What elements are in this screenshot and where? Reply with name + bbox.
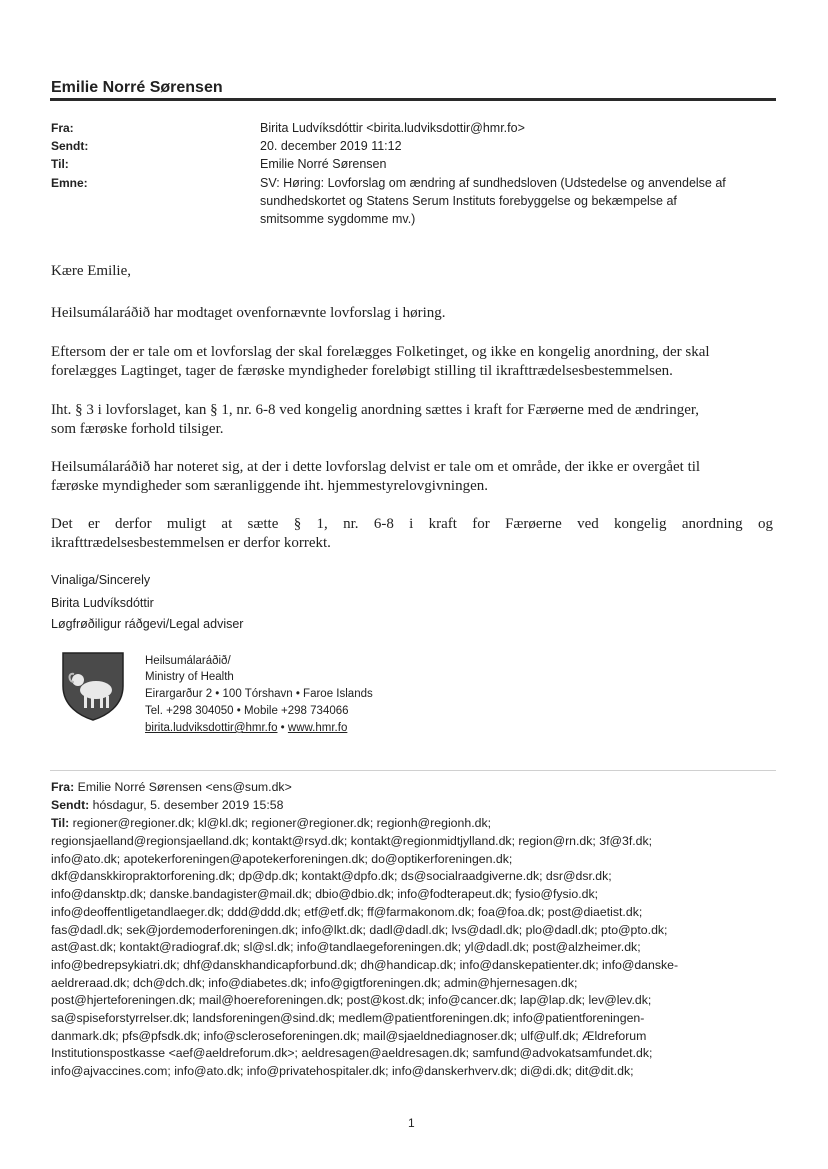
forwarded-sent-label: Sendt: — [51, 798, 90, 812]
to-label: Til: — [51, 157, 69, 171]
website-link[interactable]: www.hmr.fo — [287, 722, 348, 734]
recipient-line: regionsjaelland@regionsjaelland.dk; kontakt@rsyd.dk; kontakt@regionmidtjylland.dk; region@rn.dk; 3f@3f.dk; — [51, 834, 653, 848]
recipient-line: sa@spiseforstyrrelser.dk; landsforeningen@sind.dk; medlem@patientforeningen.dk; info@patientforeningen- — [51, 1011, 645, 1026]
paragraph-1: Heilsumálaráðið har modtaget ovenfornævnte lovforslag i høring. — [51, 305, 446, 321]
recipient-line: info@bedrepsykiatri.dk; dhf@danskhandicapforbund.dk; dh@handicap.dk; info@danskepatienter.dk; info@danske- — [51, 957, 679, 972]
org-contact-links — [145, 722, 347, 734]
sent-label: Sendt: — [51, 139, 89, 153]
forwarded-sent — [51, 797, 781, 815]
faroe-ram-crest-icon — [60, 650, 126, 722]
signer-name: Birita Ludvíksdóttir — [51, 596, 154, 610]
paragraph-5-line-1: Det er derfor muligt at sætte § 1, nr. 6-8 i kraft for Færøerne ved kongelig anordning og — [51, 516, 773, 532]
paragraph-4-line-2: færøske myndigheder som særanliggende iht. hjemmestyrelovgivningen. — [51, 478, 489, 494]
from-label: Fra: — [51, 121, 74, 135]
recipient-line: danmark.dk; pfs@pfsdk.dk; info@scleroseforeningen.dk; mail@sjaeldnediagnoser.dk; ulf@ulf.dk; Ældreforum — [51, 1028, 647, 1043]
recipient-line: info@dansktp.dk; danske.bandagister@mail.dk; dbio@dbio.dk; info@fodterapeut.dk; fysio@fysio.dk; — [51, 887, 599, 902]
from-value: Birita Ludvíksdóttir <birita.ludviksdottir@hmr.fo> — [260, 121, 525, 135]
page-number: 1 — [408, 1116, 415, 1130]
sender-name: Emilie Norré Sørensen — [51, 79, 223, 96]
paragraph-2 — [51, 343, 773, 381]
forwarded-from-label: Fra: — [51, 780, 75, 794]
forwarded-from-value: Emilie Norré Sørensen <ens@sum.dk> — [74, 780, 292, 794]
org-name-english: Ministry of Health — [145, 671, 234, 683]
paragraph-4-line-1: Heilsumálaráðið har noteret sig, at der i dette lovforslag delvist er tale om et område, der ikke er overgået til — [51, 459, 701, 475]
recipient-line: info@ato.dk; apotekerforeningen@apotekerforeningen.dk; do@optikerforeningen.dk; — [51, 851, 513, 866]
subject-line-2: sundhedskortet og Statens Serum Instituts forebyggelse og bekæmpelse af — [260, 194, 677, 208]
forwarded-to-label: Til: — [51, 816, 70, 830]
paragraph-3-line-2: som færøske forhold tilsiger. — [51, 421, 224, 437]
header-rule — [50, 98, 776, 101]
recipient-line: aeldreraad.dk; dch@dch.dk; info@diabetes.dk; info@gigtforeningen.dk; admin@hjernesagen.dk; — [51, 975, 578, 990]
paragraph-2-line-1: Eftersom der er tale om et lovforslag der skal forelægges Folketinget, og ikke en kongelig anordning, der skal — [51, 344, 710, 360]
subject-line-3: smitsomme sygdomme mv.) — [260, 212, 416, 226]
subject-label: Emne: — [51, 176, 88, 190]
paragraph-3-line-1: Iht. § 3 i lovforslaget, kan § 1, nr. 6-8 ved kongelig anordning sættes i kraft for Færøerne med de ændringer, — [51, 402, 700, 418]
paragraph-3 — [51, 401, 773, 439]
email-link[interactable]: birita.ludviksdottir@hmr.fo — [145, 722, 278, 734]
forwarded-to-first-line: regioner@regioner.dk; kl@kl.dk; regioner@regioner.dk; regionh@regionh.dk; — [69, 816, 492, 830]
paragraph-5 — [51, 515, 773, 553]
recipient-line: Institutionspostkasse <aef@aeldreforum.dk>; aeldresagen@aeldresagen.dk; samfund@advokatsamfundet.dk; — [51, 1046, 653, 1061]
closing: Vinaliga/Sincerely — [51, 573, 151, 587]
recipient-line: info@deoffentligetandlaeger.dk; ddd@ddd.dk; etf@etf.dk; ff@farmakonom.dk; foa@foa.dk; post@diaetist.dk; — [51, 904, 643, 919]
signer-title: Løgfrøðiligur ráðgevi/Legal adviser — [51, 617, 244, 631]
paragraph-5-line-2: ikrafttrædelsesbestemmelsen er derfor korrekt. — [51, 535, 331, 551]
org-phone: Tel. +298 304050 • Mobile +298 734066 — [145, 705, 349, 717]
forwarded-to — [51, 815, 781, 833]
sent-value: 20. december 2019 11:12 — [260, 139, 402, 153]
to-value: Emilie Norré Sørensen — [260, 157, 387, 171]
forwarded-sent-value: hósdagur, 5. desember 2019 15:58 — [89, 798, 284, 812]
org-address: Eirargarður 2 • 100 Tórshavn • Faroe Islands — [145, 688, 373, 700]
recipient-line: post@hjerteforeningen.dk; mail@hoereforeningen.dk; post@kost.dk; info@cancer.dk; lap@lap.dk; lev@lev.dk; — [51, 993, 652, 1008]
forwarded-from — [51, 779, 781, 797]
paragraph-2-line-2: forelægges Lagtinget, tager de færøske myndigheder foreløbigt stilling til ikrafttrædelsesbestemmelsen. — [51, 363, 673, 379]
recipient-line: ast@ast.dk; kontakt@radiograf.dk; sl@sl.dk; info@tandlaegeforeningen.dk; yl@dadl.dk; post@alzheimer.dk; — [51, 940, 641, 955]
subject-value — [260, 174, 780, 228]
paragraph-4 — [51, 458, 773, 496]
recipient-line: dkf@danskkiropraktorforening.dk; dp@dp.dk; kontakt@dpfo.dk; ds@socialraadgiverne.dk; dsr@dsr.dk; — [51, 869, 612, 884]
recipient-line: info@ajvaccines.com; info@ato.dk; info@privatehospitaler.dk; info@danskerhverv.dk; di@di.dk; dit@dit.dk; — [51, 1064, 634, 1079]
separator-bullet: • — [277, 722, 288, 734]
subject-line-1: SV: Høring: Lovforslag om ændring af sundhedsloven (Udstedelse og anvendelse af — [260, 176, 726, 190]
recipient-list — [51, 833, 781, 1081]
recipient-line: fas@dadl.dk; sek@jordemoderforeningen.dk; info@lkt.dk; dadl@dadl.dk; lvs@dadl.dk; plo@dadl.dk; pto@pto.dk; — [51, 922, 668, 937]
greeting: Kære Emilie, — [51, 263, 131, 279]
forward-separator — [50, 770, 776, 771]
org-name-faroese: Heilsumálaráðið/ — [145, 655, 231, 667]
